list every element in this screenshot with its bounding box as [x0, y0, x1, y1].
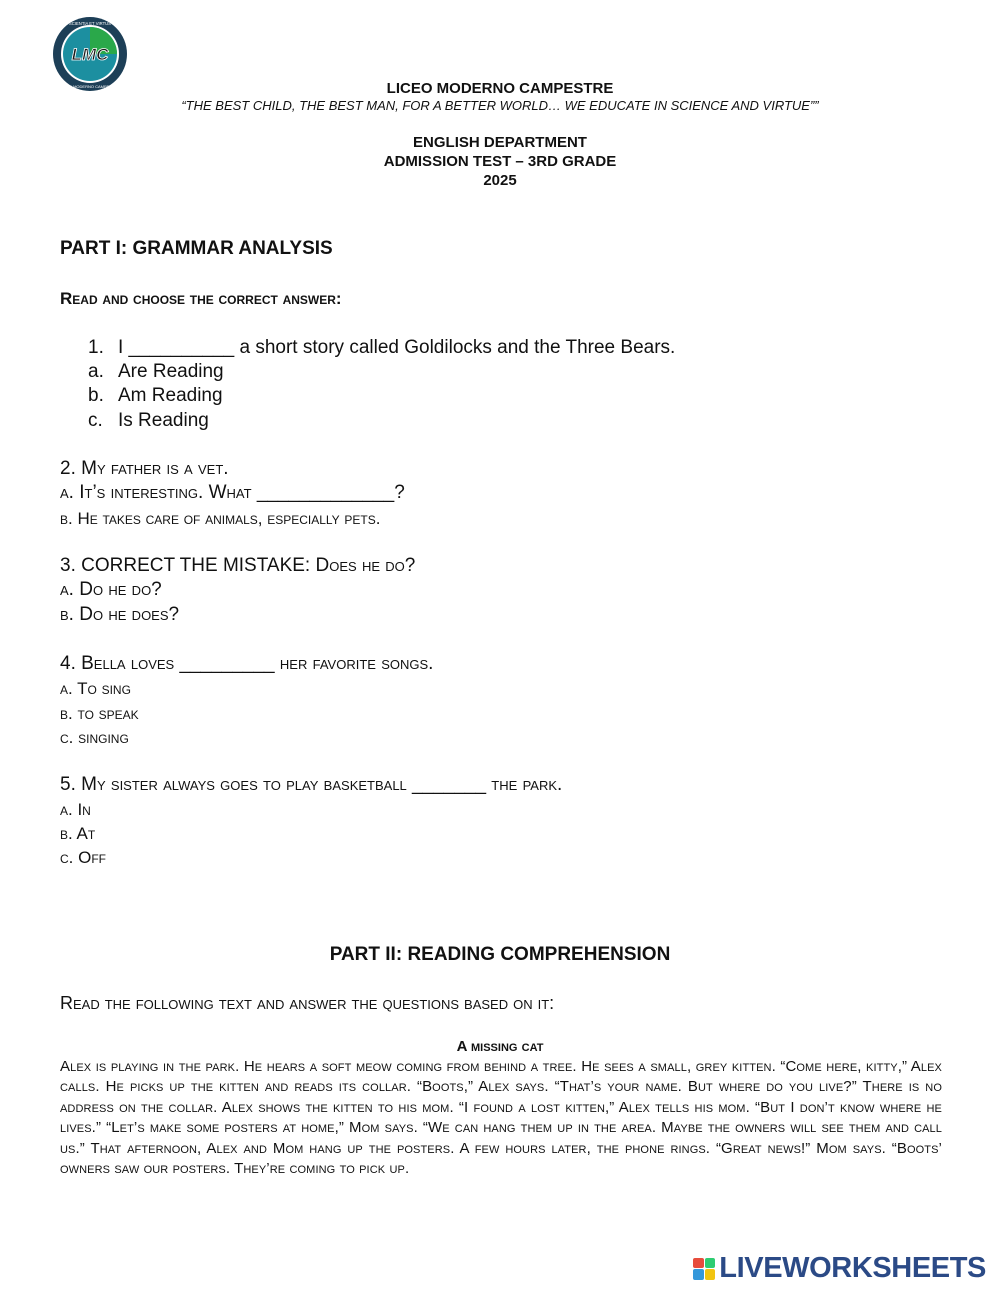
part1-title: PART I: GRAMMAR ANALYSIS [60, 238, 333, 259]
question-2-option-a[interactable]: a. It’s interesting. What _____________? [60, 482, 405, 503]
question-5-text: 5. My sister always goes to play basketball _______ the park. [60, 774, 563, 795]
school-motto: “THE BEST CHILD, THE BEST MAN, FOR A BETTER WORLD… WE EDUCATE IN SCIENCE AND VIRTUE”” [181, 98, 819, 113]
logo-text: LMC [71, 45, 109, 64]
option-text: Is Reading [118, 410, 209, 431]
story-title: A missing cat [456, 1038, 544, 1055]
question-4-option-b[interactable]: b. to speak [60, 704, 139, 723]
question-1-option-b[interactable] [88, 384, 223, 408]
school-name: LICEO MODERNO CAMPESTRE [386, 80, 614, 97]
option-letter: c. [88, 410, 103, 431]
liveworksheets-watermark [693, 1252, 986, 1285]
question-2-text: 2. My father is a vet. [60, 458, 229, 479]
question-1-option-c[interactable] [88, 409, 209, 433]
question-5-option-a[interactable]: a. In [60, 800, 91, 819]
department-name: ENGLISH DEPARTMENT [413, 134, 587, 151]
question-1-number: 1. [88, 337, 104, 358]
question-4-text: 4. Bella loves _________ her favorite songs. [60, 653, 434, 674]
story-text: Alex is playing in the park. He hears a soft meow coming from behind a tree. He sees a small, grey kitten. “Come here, kitty,” Alex calls. He picks up the kitten and reads its collar. “Boots,” Alex says. “That’s your name. But where do you live?” There is no address on the collar. Alex shows the kitten to his mom. “I found a lost kitten,” Alex tells his mom. “But I don’t know where he lives.” “Let’s make some posters at home,” Mom says. “We can hang them up in the area. Maybe the owners will see them and call us.” That afternoon, Alex and Mom hang up the posters. A few hours later, the phone rings. “Great news!” Mom says. “Boots’ owners saw our posters. They’re coming to pick up. [60, 1058, 942, 1178]
option-letter: a. [88, 361, 104, 382]
test-year: 2025 [483, 172, 517, 189]
question-1-text: I __________ a short story called Goldilocks and the Three Bears. [118, 337, 676, 358]
question-1-option-a[interactable] [88, 360, 224, 384]
part2-title: PART II: READING COMPREHENSION [329, 944, 671, 965]
question-3-option-a[interactable]: a. Do he do? [60, 579, 162, 600]
question-1 [88, 336, 675, 360]
option-text: Are Reading [118, 361, 224, 382]
option-text: Am Reading [118, 385, 223, 406]
question-4-option-c[interactable]: c. singing [60, 728, 129, 747]
question-4-option-a[interactable]: a. To sing [60, 679, 131, 698]
liveworksheets-icon [693, 1258, 715, 1280]
logo-ring-bottom-text: LICEO MODERNO CAMPESTRE [59, 84, 121, 89]
question-5-option-c[interactable]: c. Off [60, 848, 106, 867]
question-2-option-b[interactable]: b. He takes care of animals, especially pets. [60, 509, 381, 528]
test-title: ADMISSION TEST – 3RD GRADE [383, 153, 617, 170]
question-5-option-b[interactable]: b. At [60, 824, 96, 843]
liveworksheets-text: LIVEWORKSHEETS [719, 1252, 986, 1284]
part2-instruction: Read the following text and answer the questions based on it: [60, 993, 555, 1013]
question-3 [60, 555, 415, 577]
logo-ring-top-text: SCIENTIA ET VIRTUS [69, 21, 111, 26]
question-3-option-b[interactable]: b. Do he does? [60, 604, 180, 625]
question-3-text: Does he do? [315, 555, 416, 576]
option-letter: b. [88, 385, 104, 406]
question-3-prefix: 3. CORRECT THE MISTAKE: [60, 555, 316, 576]
part1-instruction: Read and choose the correct answer: [60, 289, 342, 308]
